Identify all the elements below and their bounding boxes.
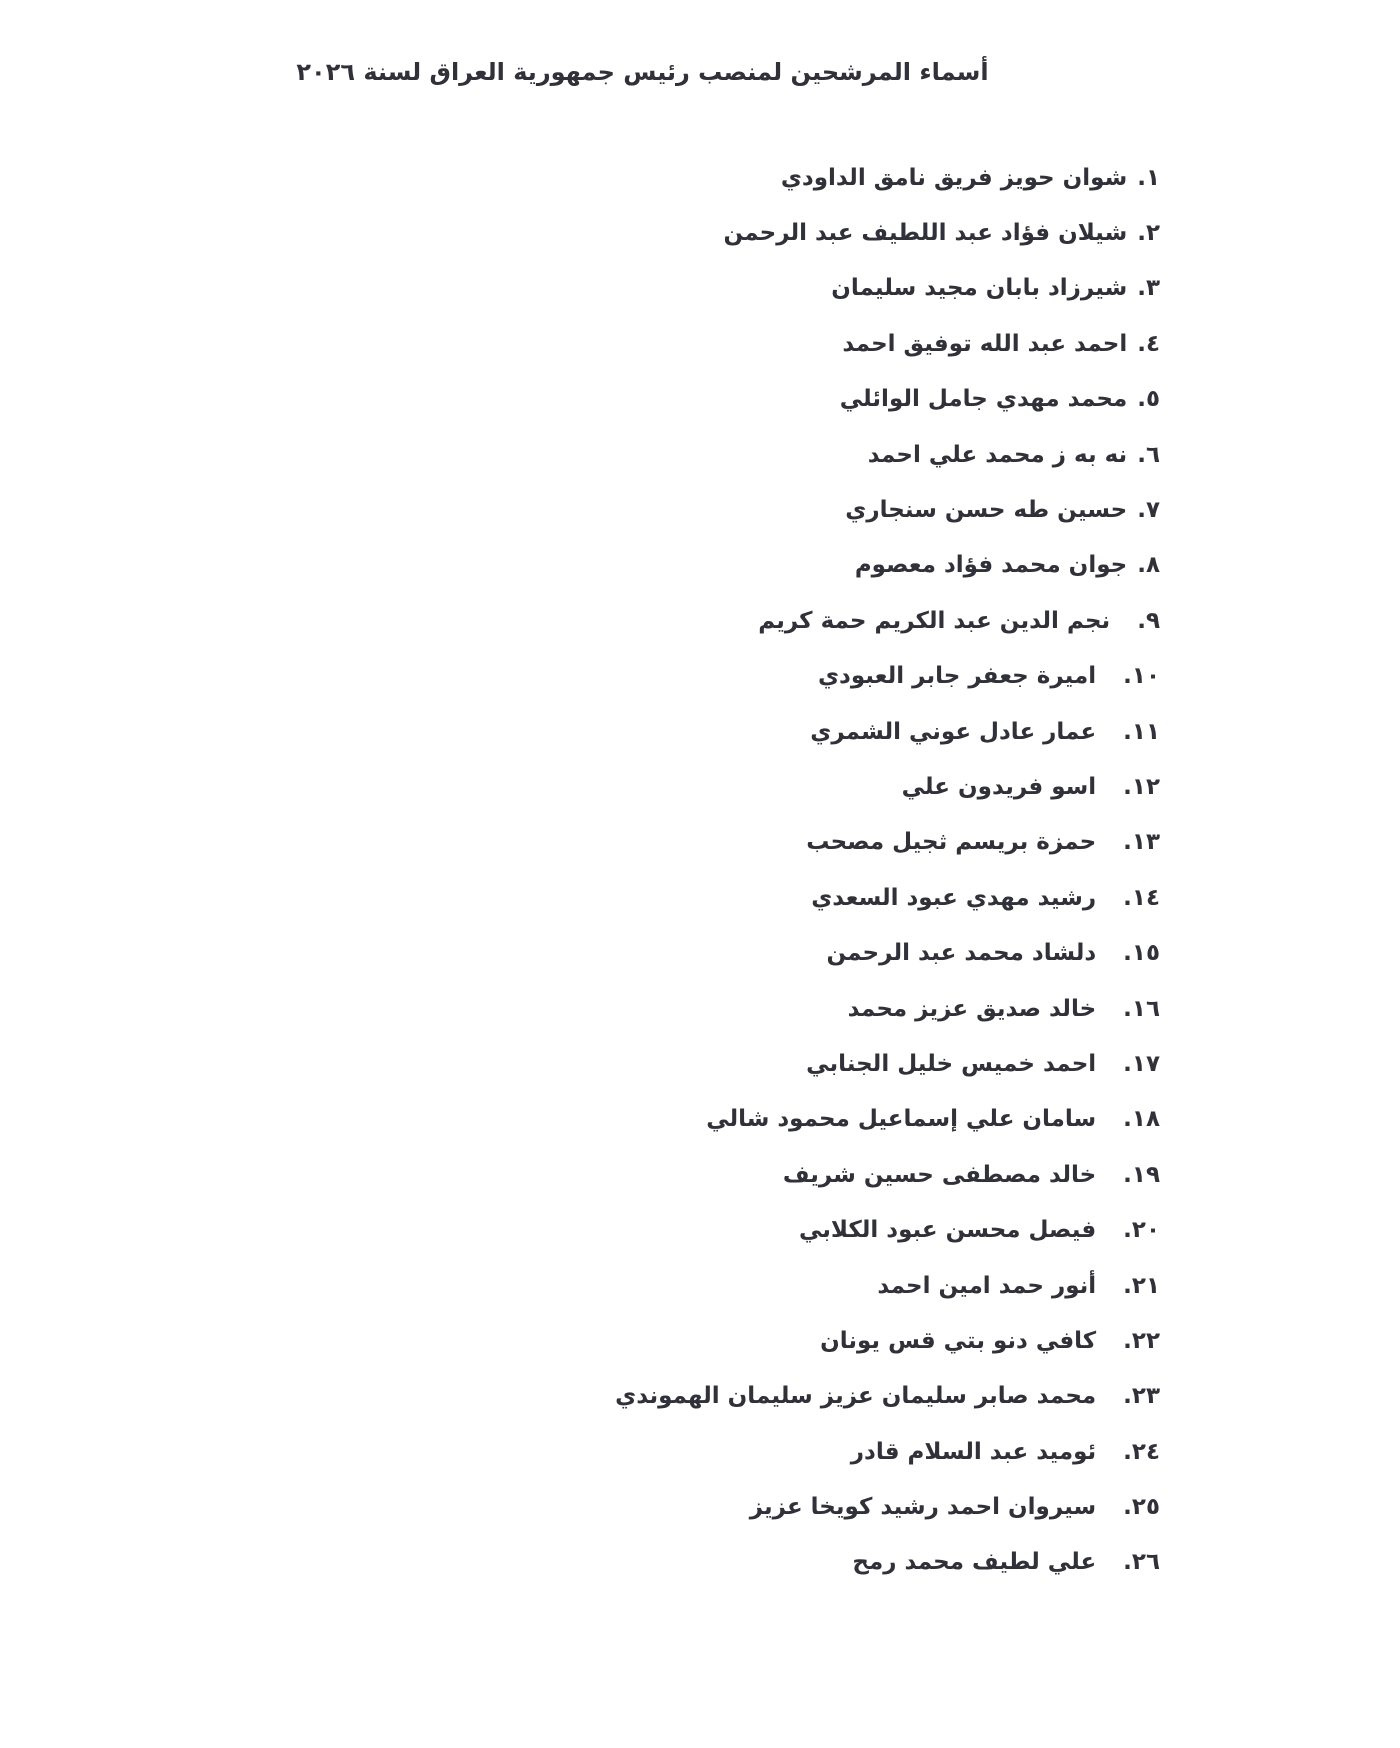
candidate-number: ١٠. [1123,663,1160,690]
candidate-number: ١٢. [1123,773,1160,800]
candidate-name: حسين طه حسن سنجاري [845,497,1128,524]
document-title: أسماء المرشحين لمنصب رئيس جمهورية العراق لسنة ٢٠٢٦ [296,58,989,86]
candidate-number: ٥. [1137,386,1160,413]
candidate-number: ٢٤. [1123,1438,1160,1465]
candidate-row [615,704,1160,759]
candidate-name: سامان علي إسماعيل محمود شالي [706,1106,1097,1133]
candidate-number: ٩. [1137,607,1160,634]
candidate-name: محمد صابر سليمان عزيز سليمان الهموندي [615,1383,1097,1410]
candidate-row [615,649,1160,704]
candidate-row [615,1369,1160,1424]
candidate-row [615,1092,1160,1147]
candidate-number: ٦. [1137,441,1160,468]
candidate-row [615,815,1160,870]
candidate-list [615,150,1160,1590]
candidate-name: نه به ز محمد علي احمد [867,441,1128,468]
candidate-row [615,1202,1160,1257]
candidate-row [615,482,1160,537]
candidate-name: سيروان احمد رشيد كويخا عزيز [749,1494,1097,1521]
candidate-name: شوان حويز فريق نامق الداودي [780,164,1128,191]
candidate-number: ١. [1137,164,1160,191]
candidate-number: ١٩. [1123,1161,1160,1188]
candidate-number: ٢. [1137,220,1160,247]
candidate-row [615,150,1160,205]
candidate-name: اميرة جعفر جابر العبودي [817,663,1097,690]
candidate-number: ٢٥. [1123,1494,1160,1521]
candidate-number: ٢٣. [1123,1383,1160,1410]
candidate-row [615,981,1160,1036]
candidate-row [615,759,1160,814]
candidate-number: ٢٦. [1123,1549,1160,1576]
candidate-number: ٤. [1137,330,1160,357]
candidate-number: ١٨. [1123,1106,1160,1133]
candidate-number: ٢٢. [1123,1327,1160,1354]
candidate-name: شيلان فؤاد عبد اللطيف عبد الرحمن [723,220,1128,247]
candidate-number: ١٣. [1123,829,1160,856]
candidate-name: عمار عادل عوني الشمري [810,718,1097,745]
candidate-number: ٨. [1137,552,1160,579]
candidate-name: ئوميد عبد السلام قادر [850,1438,1097,1465]
candidate-row [615,593,1160,648]
candidate-row [615,316,1160,371]
candidate-number: ٢١. [1123,1272,1160,1299]
candidate-row [615,1535,1160,1590]
candidate-name: نجم الدين عبد الكريم حمة كريم [758,607,1111,634]
candidate-name: جوان محمد فؤاد معصوم [854,552,1128,579]
candidate-row [615,1313,1160,1368]
candidate-number: ١٧. [1123,1050,1160,1077]
candidate-row [615,925,1160,980]
candidate-row [615,261,1160,316]
candidate-row [615,870,1160,925]
candidate-number: ١٦. [1123,995,1160,1022]
candidate-row [615,372,1160,427]
candidate-row [615,538,1160,593]
candidate-name: رشيد مهدي عبود السعدي [811,884,1097,911]
candidate-row [615,205,1160,260]
candidate-name: علي لطيف محمد رمح [852,1549,1097,1576]
candidate-number: ١١. [1123,718,1160,745]
candidate-name: فيصل محسن عبود الكلابي [799,1217,1097,1244]
candidate-number: ٢٠. [1123,1217,1160,1244]
candidate-name: دلشاد محمد عبد الرحمن [826,940,1097,967]
candidate-name: شيرزاد بابان مجيد سليمان [831,275,1128,302]
candidate-name: حمزة بريسم ثجيل مصحب [806,829,1097,856]
candidate-row [615,1479,1160,1534]
candidate-row [615,427,1160,482]
candidate-name: احمد عبد الله توفيق احمد [842,330,1128,357]
candidate-row [615,1258,1160,1313]
candidate-number: ١٥. [1123,940,1160,967]
candidate-name: خالد مصطفى حسين شريف [782,1161,1097,1188]
candidate-row [615,1147,1160,1202]
candidate-name: خالد صديق عزيز محمد [847,995,1097,1022]
candidate-name: كافي دنو بتي قس يونان [820,1327,1097,1354]
candidate-name: أنور حمد امين احمد [877,1272,1097,1299]
candidate-name: اسو فريدون علي [901,773,1097,800]
candidate-row [615,1424,1160,1479]
candidate-name: احمد خميس خليل الجنابي [806,1050,1097,1077]
candidate-number: ١٤. [1123,884,1160,911]
candidate-row [615,1036,1160,1091]
candidate-number: ٧. [1137,497,1160,524]
candidate-name: محمد مهدي جامل الوائلي [839,386,1128,413]
candidate-number: ٣. [1137,275,1160,302]
